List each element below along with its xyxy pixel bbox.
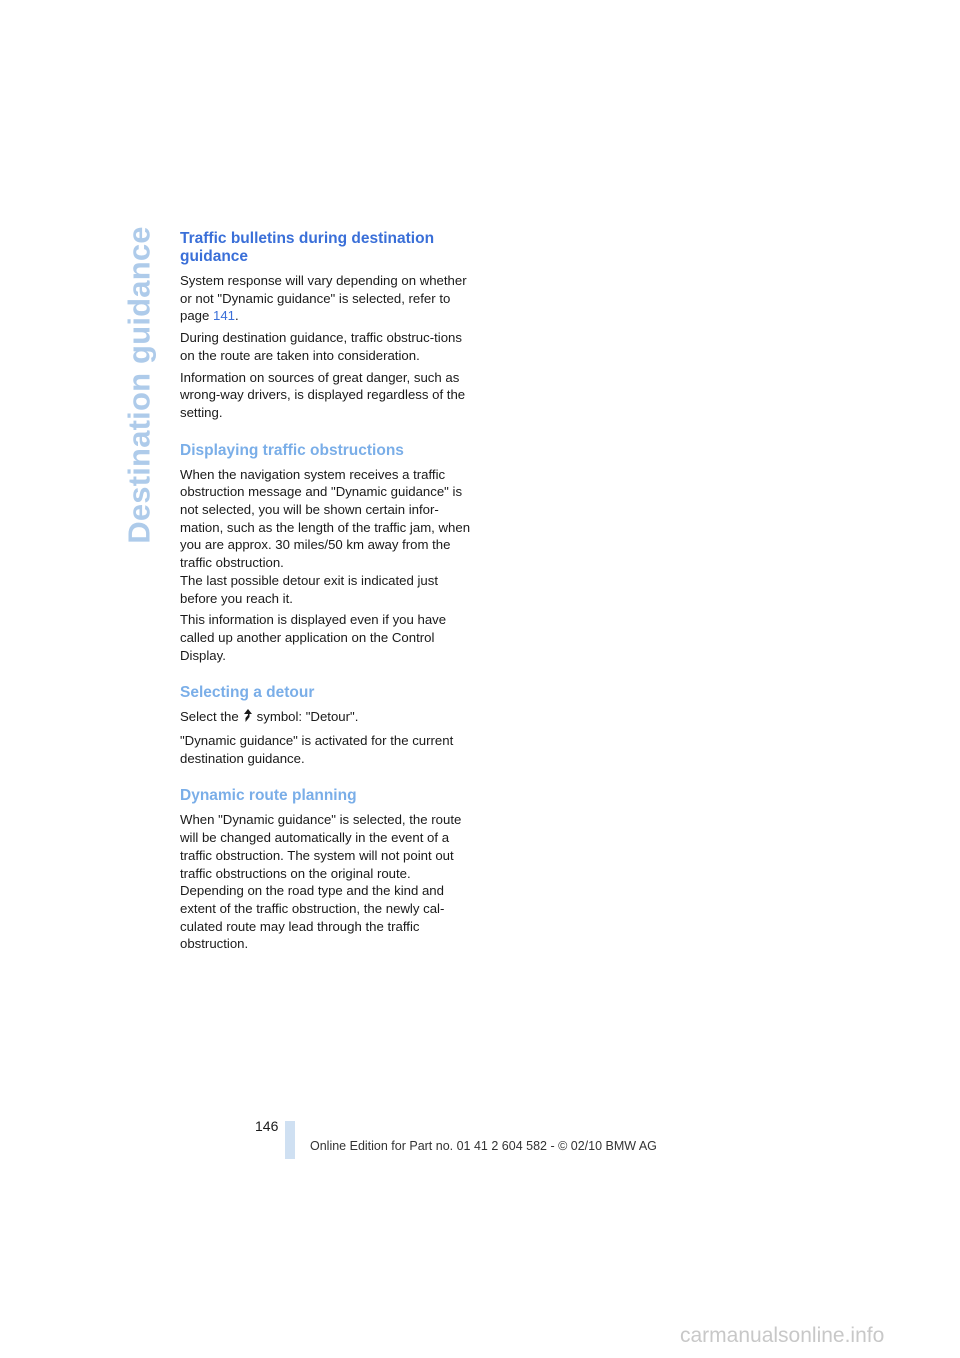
paragraph: System response will vary depending on whether or not "Dynamic guidance" is selected, refer to page 141. (180, 273, 467, 324)
footer-accent-bar (285, 1121, 295, 1159)
paragraph: When the navigation system receives a traffic obstruction message and "Dynamic guidance" is not selected, you will be shown certain infor-mation, such as the length of the traffic jam, when you are approx. 30 miles/50 km away from the traffic obstruction. The last possible detour exit is indicated just before you reach it. (180, 466, 471, 606)
detour-arrow-icon (242, 708, 254, 728)
chapter-title-text: Destination guidance (122, 226, 158, 544)
heading-selecting-detour: Selecting a detour (180, 684, 315, 702)
page-number: 146 (255, 1118, 279, 1134)
chapter-side-title (116, 226, 164, 544)
page-content (180, 230, 476, 957)
heading-dynamic-route: Dynamic route planning (180, 787, 357, 805)
paragraph: During destination guidance, traffic obstruc-tions on the route are taken into consideration. (180, 330, 462, 363)
paragraph: Information on sources of great danger, such as wrong-way drivers, is displayed regardless of the setting. (180, 369, 466, 420)
paragraph: When "Dynamic guidance" is selected, the route will be changed automatically in the event of a traffic obstruction. The system will not point out traffic obstructions on the original route. Depending on the road type and the kind and extent of the traffic obstruction, the newly cal-culated route may lead through the traffic obstruction. (180, 812, 462, 952)
paragraph: "Dynamic guidance" is activated for the current destination guidance. (180, 733, 454, 766)
heading-displaying-obstructions: Displaying traffic obstructions (180, 441, 404, 459)
heading-traffic-bulletins: Traffic bulletins during destination guidance (180, 230, 435, 265)
edition-footer: Online Edition for Part no. 01 41 2 604 582 - © 02/10 BMW AG (310, 1139, 657, 1153)
watermark: carmanualsonline.info (680, 1324, 885, 1347)
page-link[interactable]: 141 (213, 308, 236, 324)
paragraph: Select the symbol: "Detour". (180, 708, 476, 728)
paragraph: This information is displayed even if you have called up another application on the Control Display. (180, 612, 447, 663)
